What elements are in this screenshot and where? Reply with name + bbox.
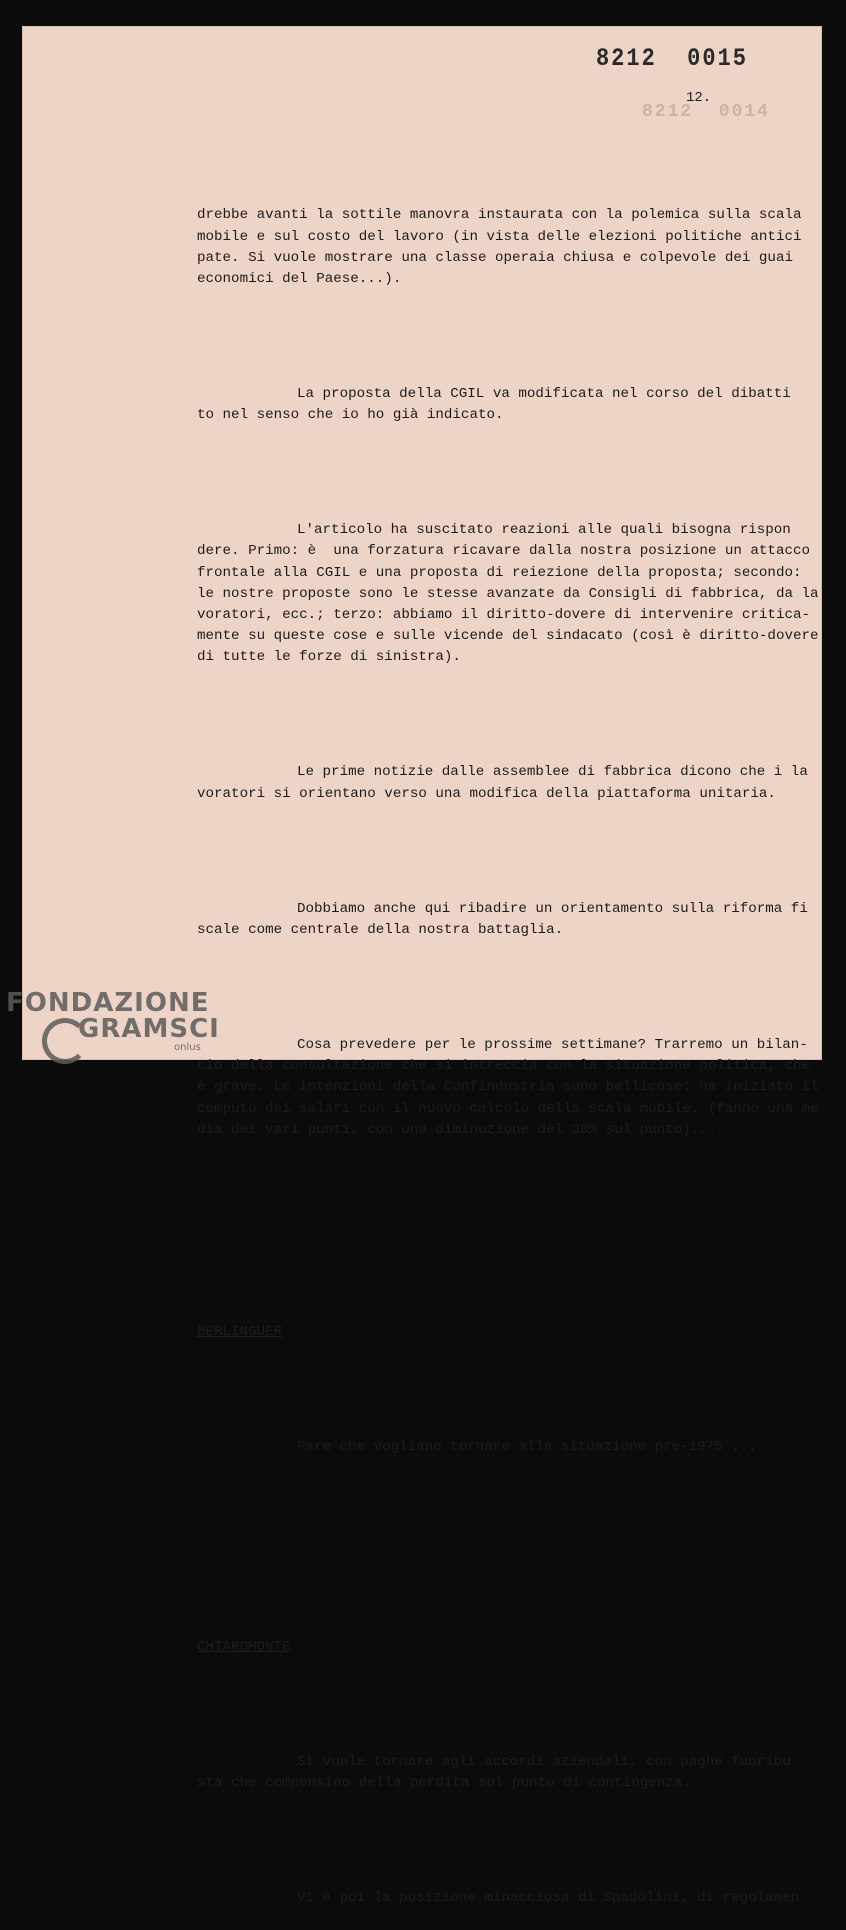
paragraph-5: Dobbiamo anche qui ribadire un orientamento sulla riforma fi scale come centrale della nostra battaglia. — [197, 900, 808, 938]
chiaromonte-paragraph-2: Vi è poi la posizione minacciosa di Spadolini, di regolamen — [297, 1890, 800, 1907]
paragraph-4: Le prime notizie dalle assemblee di fabbrica dicono che i la voratori si orientano verso una modifica della piattaforma unitaria. — [197, 764, 808, 802]
archive-stamp-bleedthrough: 8212 0014 — [641, 102, 770, 122]
paragraph-2: La proposta della CGIL va modificata nel corso del dibatti to nel senso che io ho già indicato. — [197, 386, 791, 424]
gramsci-g-mark-icon — [42, 1018, 88, 1064]
archive-stamp: 8212 0015 — [595, 44, 748, 73]
fondazione-gramsci-logo — [6, 988, 220, 1053]
paragraph-3: L'articolo ha suscitato reazioni alle quali bisogna rispon dere. Primo: è una forzatura ricavare dalla nostra posizione un attacco frontale alla CGIL e una proposta di reiezione della proposta; secondo: le nostre proposte sono le stesse avanzate da Consigli di fabbrica, da voratori, ecc.; terzo: abbiamo il diritto-dovere di intervenire critica- mente su queste cose e sulle vicende del sindacato (così è diritto-dovere di tutte le forze di sinistra). — [197, 522, 819, 666]
speaker-berlinguer: BERLINGUER — [197, 1323, 283, 1340]
speaker-chiaromonte: CHIAROMONTE — [197, 1638, 291, 1655]
logo-line-2: GRAMSCI — [78, 1014, 220, 1044]
logo-line-1: FONDAZIONE — [6, 988, 210, 1018]
paragraph-6: Cosa prevedere per le prossime settimane? Trarremo un bilan- cio della consultazione che si intreccia con la situazione politica, che è grave. Le intenzioni della Confindustria sono bellicose: ha iniziato il computo dei salari con il nuovo calcolo della scala mobile. (fanno una me dia dei vari punti, con una diminuzione del 30% sul punto)... — [197, 1036, 819, 1138]
page-number: 12. — [686, 90, 712, 106]
berlinguer-remark: Pare che vogliano tornare alla situazione pre-1975 ... — [297, 1438, 757, 1455]
paragraph-1: drebbe avanti la sottile manovra instaurata con la polemica sulla scala mobile e sul costo del lavoro (in vista delle elezioni politiche antici pate. Si vuole mostrare una classe operaia chiusa e colpevole dei guai economici del Paese...). — [197, 207, 802, 288]
document-body — [197, 163, 819, 1930]
chiaromonte-paragraph-1: Si vuole tornare agli accordi aziendali, con paghe fuoribu sta che compensino della perdita sul punto di contingenza. — [197, 1753, 791, 1791]
logo-line-3: onlus — [174, 1042, 201, 1053]
